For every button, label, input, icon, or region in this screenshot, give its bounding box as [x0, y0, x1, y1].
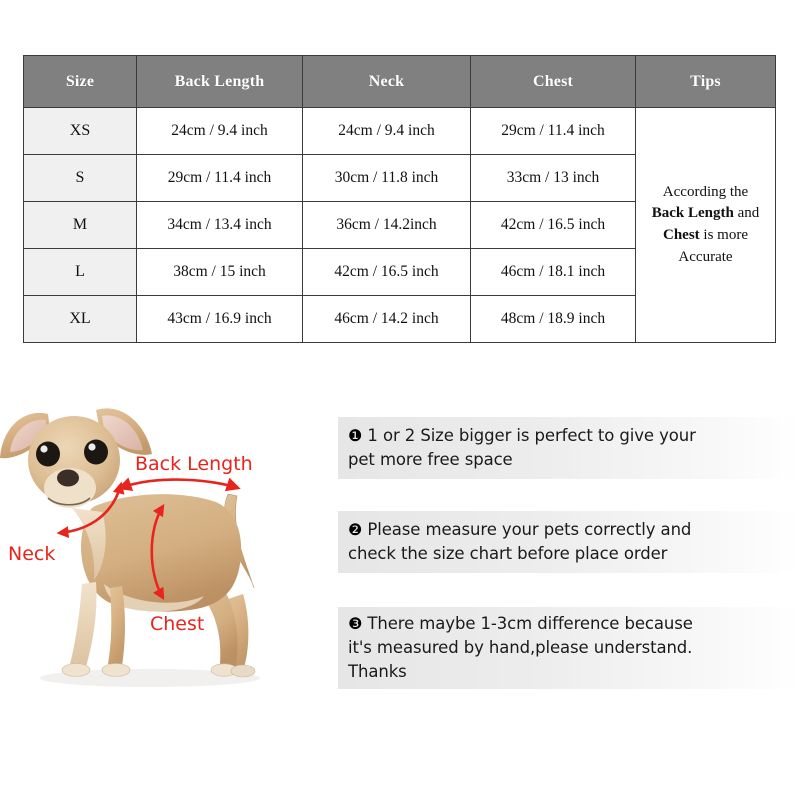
note-band-3 [338, 607, 800, 689]
cell-size-xs: XS [24, 108, 137, 155]
column-header-back-length: Back Length [137, 56, 303, 108]
cell-chest-xl: 48cm / 18.9 inch [471, 296, 636, 343]
tips-bold-chest: Chest [663, 227, 700, 243]
note-3-line-2: it's measured by hand,please understand. [348, 638, 693, 658]
size-chart-table [23, 55, 776, 343]
column-header-size: Size [24, 56, 137, 108]
dog-eye-right [84, 440, 108, 465]
dog-eye-right-highlight [88, 443, 95, 450]
note-1-line-2: pet more free space [348, 450, 513, 469]
chest-label: Chest [150, 613, 205, 635]
dog-measurement-diagram [0, 388, 330, 728]
cell-back-length-s: 29cm / 11.4 inch [137, 155, 303, 202]
cell-back-length-m: 34cm / 13.4 inch [137, 202, 303, 249]
tips-line-4: Accurate [678, 248, 733, 265]
cell-chest-s: 33cm / 13 inch [471, 155, 636, 202]
note-2-line-1: Please measure your pets correctly and [367, 520, 692, 540]
back-length-label: Back Length [135, 453, 253, 475]
note-1-line-1: 1 or 2 Size bigger is perfect to give your [367, 426, 696, 446]
dog-paw-1 [62, 664, 90, 677]
tips-bold-back-length: Back Length [651, 205, 734, 222]
tips-line-1: According the [662, 183, 749, 200]
dog-nose [57, 470, 79, 487]
dog-eye-left [36, 442, 60, 467]
cell-back-length-xl: 43cm / 16.9 inch [137, 296, 303, 343]
tips-line-3: is more [699, 227, 748, 243]
note-1-marker: ❶ [348, 426, 363, 446]
cell-neck-xl: 46cm / 14.2 inch [303, 296, 471, 343]
cell-size-s: S [24, 155, 137, 202]
dog-eye-left-highlight [40, 445, 47, 452]
cell-size-l: L [24, 249, 137, 296]
cell-neck-xs: 24cm / 9.4 inch [303, 108, 471, 155]
column-header-chest: Chest [471, 56, 636, 108]
cell-neck-l: 42cm / 16.5 inch [303, 249, 471, 296]
cell-neck-m: 36cm / 14.2inch [303, 202, 471, 249]
note-3-marker: ❸ [348, 614, 363, 634]
note-2-text [338, 518, 701, 566]
neck-label: Neck [8, 543, 56, 565]
cell-chest-xs: 29cm / 11.4 inch [471, 108, 636, 155]
column-header-tips: Tips [636, 56, 776, 108]
back-length-arrow [120, 480, 238, 488]
dog-front-leg-near [70, 582, 97, 667]
dog-paw-2 [102, 664, 130, 677]
note-3-line-3: Thanks [348, 661, 407, 681]
cell-chest-l: 46cm / 18.1 inch [471, 249, 636, 296]
cell-tips [636, 108, 776, 343]
note-2-marker: ❷ [348, 520, 363, 540]
tips-mid: and [733, 205, 760, 222]
cell-neck-s: 30cm / 11.8 inch [303, 155, 471, 202]
cell-back-length-xs: 24cm / 9.4 inch [137, 108, 303, 155]
cell-back-length-l: 38cm / 15 inch [137, 249, 303, 296]
cell-size-xl: XL [24, 296, 137, 343]
note-3-line-1: There maybe 1-3cm difference because [367, 614, 693, 634]
table-row [24, 108, 776, 155]
note-2-line-2: check the size chart before place order [348, 544, 668, 563]
dog-paw-4 [231, 665, 255, 677]
note-band-1 [338, 417, 800, 479]
column-header-neck: Neck [303, 56, 471, 108]
note-band-2 [338, 511, 800, 573]
cell-size-m: M [24, 202, 137, 249]
table-header-row [24, 56, 776, 108]
note-1-text [338, 424, 706, 472]
cell-chest-m: 42cm / 16.5 inch [471, 202, 636, 249]
note-3-text [338, 612, 703, 684]
